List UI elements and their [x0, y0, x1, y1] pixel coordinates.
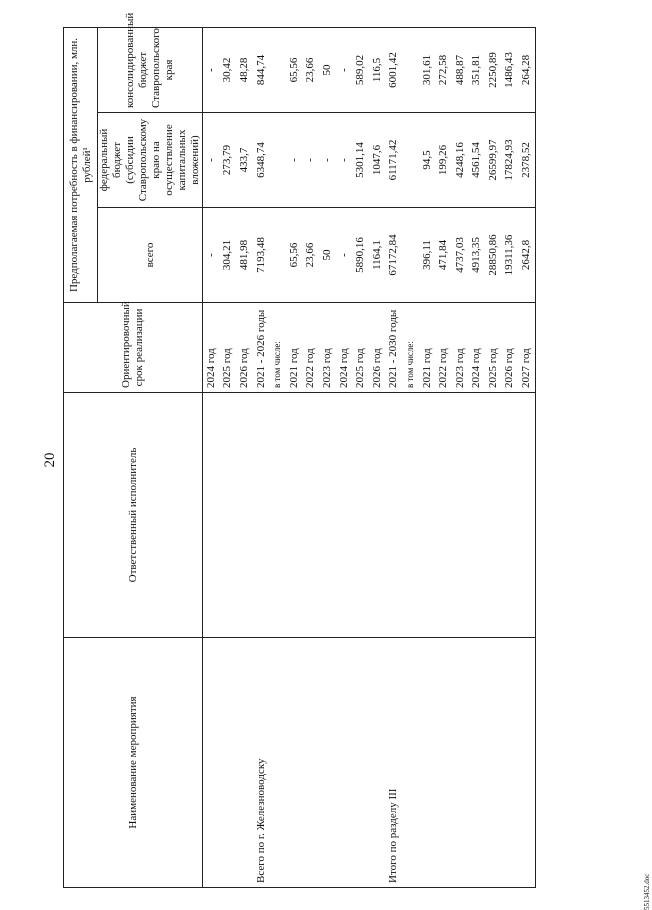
executor-cell	[236, 393, 253, 638]
activity-name-cell	[402, 638, 419, 888]
term-cell: 2024 год	[203, 303, 220, 393]
federal-budget-cell: 4561,54	[469, 113, 486, 208]
table-row	[469, 27, 486, 887]
total-cell: 23,66	[303, 208, 320, 303]
total-cell: 65,56	[286, 208, 303, 303]
table-row	[336, 27, 353, 887]
table-row	[502, 27, 519, 887]
federal-budget-cell: -	[286, 113, 303, 208]
federal-budget-cell: 17824,93	[502, 113, 519, 208]
executor-cell	[319, 393, 336, 638]
activity-name-cell	[452, 638, 469, 888]
executor-cell	[419, 393, 436, 638]
regional-budget-cell: -	[203, 27, 220, 112]
regional-budget-cell: 23,66	[303, 27, 320, 112]
federal-budget-cell: -	[336, 113, 353, 208]
regional-budget-cell: 272,58	[435, 27, 452, 112]
executor-cell	[435, 393, 452, 638]
header-activity-name: Наименование мероприятия	[64, 638, 203, 888]
federal-budget-cell: 6348,74	[253, 113, 270, 208]
total-cell: 5890,16	[352, 208, 369, 303]
total-cell: 28850,86	[485, 208, 502, 303]
regional-budget-cell	[269, 27, 286, 112]
federal-budget-cell	[402, 113, 419, 208]
regional-budget-cell: 488,87	[452, 27, 469, 112]
total-cell	[269, 208, 286, 303]
table-header	[64, 12, 203, 887]
table-row	[303, 27, 320, 887]
federal-budget-cell: 1047,6	[369, 113, 386, 208]
executor-cell	[386, 393, 403, 638]
financing-table	[63, 12, 536, 888]
federal-budget-cell: 94,5	[419, 113, 436, 208]
executor-cell	[220, 393, 237, 638]
activity-name-cell: Итого по разделу III	[386, 638, 403, 888]
regional-budget-cell: 65,56	[286, 27, 303, 112]
term-cell: 2026 год	[236, 303, 253, 393]
term-cell: 2023 год	[319, 303, 336, 393]
regional-budget-cell: 2250,89	[485, 27, 502, 112]
term-cell: 2025 год	[352, 303, 369, 393]
activity-name-cell	[220, 638, 237, 888]
total-cell: 1164,1	[369, 208, 386, 303]
table-row	[452, 27, 469, 887]
term-cell: в том числе:	[402, 303, 419, 393]
document-code: 5513452.doc	[643, 873, 651, 910]
term-cell: 2025 год	[485, 303, 502, 393]
regional-budget-cell: 351,81	[469, 27, 486, 112]
activity-name-cell	[269, 638, 286, 888]
total-cell: 50	[319, 208, 336, 303]
federal-budget-cell: 273,79	[220, 113, 237, 208]
regional-budget-cell: 48,28	[236, 27, 253, 112]
executor-cell	[253, 393, 270, 638]
activity-name-cell	[469, 638, 486, 888]
regional-budget-cell: 6001,42	[386, 27, 403, 112]
activity-name-cell: Всего по г. Железноводску	[253, 638, 270, 888]
term-cell: в том числе:	[269, 303, 286, 393]
table-row	[352, 27, 369, 887]
executor-cell	[518, 393, 535, 638]
federal-budget-cell: 199,26	[435, 113, 452, 208]
federal-budget-cell: 433,7	[236, 113, 253, 208]
total-cell: 304,21	[220, 208, 237, 303]
activity-name-cell	[319, 638, 336, 888]
term-cell: 2023 год	[452, 303, 469, 393]
header-implementation-term: Ориентировочный срок реализации	[64, 303, 203, 393]
activity-name-cell	[518, 638, 535, 888]
table-row	[253, 27, 270, 887]
table-row	[220, 27, 237, 887]
regional-budget-cell: 264,28	[518, 27, 535, 112]
total-cell: 396,11	[419, 208, 436, 303]
federal-budget-cell: 4248,16	[452, 113, 469, 208]
executor-cell	[303, 393, 320, 638]
regional-budget-cell: 30,42	[220, 27, 237, 112]
term-cell: 2022 год	[303, 303, 320, 393]
page-number: 20	[42, 452, 58, 468]
federal-budget-cell: 26599,97	[485, 113, 502, 208]
table-row	[269, 27, 286, 887]
executor-cell	[369, 393, 386, 638]
executor-cell	[502, 393, 519, 638]
executor-cell	[402, 393, 419, 638]
total-cell: 2642,8	[518, 208, 535, 303]
total-cell: 7193,48	[253, 208, 270, 303]
activity-name-cell	[485, 638, 502, 888]
term-cell: 2027 год	[518, 303, 535, 393]
table-body	[203, 27, 536, 887]
total-cell: 19311,36	[502, 208, 519, 303]
executor-cell	[269, 393, 286, 638]
federal-budget-cell: 61171,42	[386, 113, 403, 208]
term-cell: 2021 год	[419, 303, 436, 393]
executor-cell	[352, 393, 369, 638]
total-cell: 4737,03	[452, 208, 469, 303]
activity-name-cell	[286, 638, 303, 888]
federal-budget-cell: -	[319, 113, 336, 208]
executor-cell	[452, 393, 469, 638]
activity-name-cell	[236, 638, 253, 888]
header-total: всего	[98, 208, 203, 303]
header-regional-budget: консолидированный бюджет Ставропольского края	[98, 27, 203, 112]
executor-cell	[336, 393, 353, 638]
header-federal-budget: федеральный бюджет (субсидии Ставропольскому краю на осуществление капитальных вложений)	[98, 113, 203, 208]
total-cell	[402, 208, 419, 303]
activity-name-cell	[369, 638, 386, 888]
activity-name-cell	[203, 638, 220, 888]
table-row	[402, 27, 419, 887]
financing-table-sheet	[63, 12, 640, 888]
executor-cell	[469, 393, 486, 638]
activity-name-cell	[502, 638, 519, 888]
regional-budget-cell: 589,02	[352, 27, 369, 112]
total-cell: 67172,84	[386, 208, 403, 303]
table-row	[236, 27, 253, 887]
regional-budget-cell: 50	[319, 27, 336, 112]
table-row	[435, 27, 452, 887]
federal-budget-cell: 2378,52	[518, 113, 535, 208]
table-row	[518, 27, 535, 887]
total-cell: -	[336, 208, 353, 303]
header-financing-group: Предполагаемая потребность в финансировании, млн. рублей¹	[64, 27, 98, 302]
total-cell: -	[203, 208, 220, 303]
executor-cell	[286, 393, 303, 638]
term-cell: 2024 год	[336, 303, 353, 393]
term-cell: 2026 год	[369, 303, 386, 393]
regional-budget-cell: 844,74	[253, 27, 270, 112]
term-cell: 2026 год	[502, 303, 519, 393]
table-row	[319, 27, 336, 887]
table-row	[203, 27, 220, 887]
activity-name-cell	[435, 638, 452, 888]
term-cell: 2021 год	[286, 303, 303, 393]
term-cell: 2022 год	[435, 303, 452, 393]
federal-budget-cell	[269, 113, 286, 208]
total-cell: 4913,35	[469, 208, 486, 303]
activity-name-cell	[336, 638, 353, 888]
term-cell: 2021 - 2030 годы	[386, 303, 403, 393]
table-row	[419, 27, 436, 887]
term-cell: 2024 год	[469, 303, 486, 393]
executor-cell	[203, 393, 220, 638]
table-row	[485, 27, 502, 887]
regional-budget-cell: 116,5	[369, 27, 386, 112]
total-cell: 481,98	[236, 208, 253, 303]
regional-budget-cell	[402, 27, 419, 112]
executor-cell	[485, 393, 502, 638]
term-cell: 2025 год	[220, 303, 237, 393]
table-row	[286, 27, 303, 887]
activity-name-cell	[303, 638, 320, 888]
regional-budget-cell: 301,61	[419, 27, 436, 112]
activity-name-cell	[419, 638, 436, 888]
federal-budget-cell: -	[203, 113, 220, 208]
regional-budget-cell: 1486,43	[502, 27, 519, 112]
header-responsible-executor: Ответственный исполнитель	[64, 393, 203, 638]
regional-budget-cell: -	[336, 27, 353, 112]
term-cell: 2021 - 2026 годы	[253, 303, 270, 393]
federal-budget-cell: -	[303, 113, 320, 208]
table-row	[369, 27, 386, 887]
table-row	[386, 27, 403, 887]
total-cell: 471,84	[435, 208, 452, 303]
federal-budget-cell: 5301,14	[352, 113, 369, 208]
activity-name-cell	[352, 638, 369, 888]
